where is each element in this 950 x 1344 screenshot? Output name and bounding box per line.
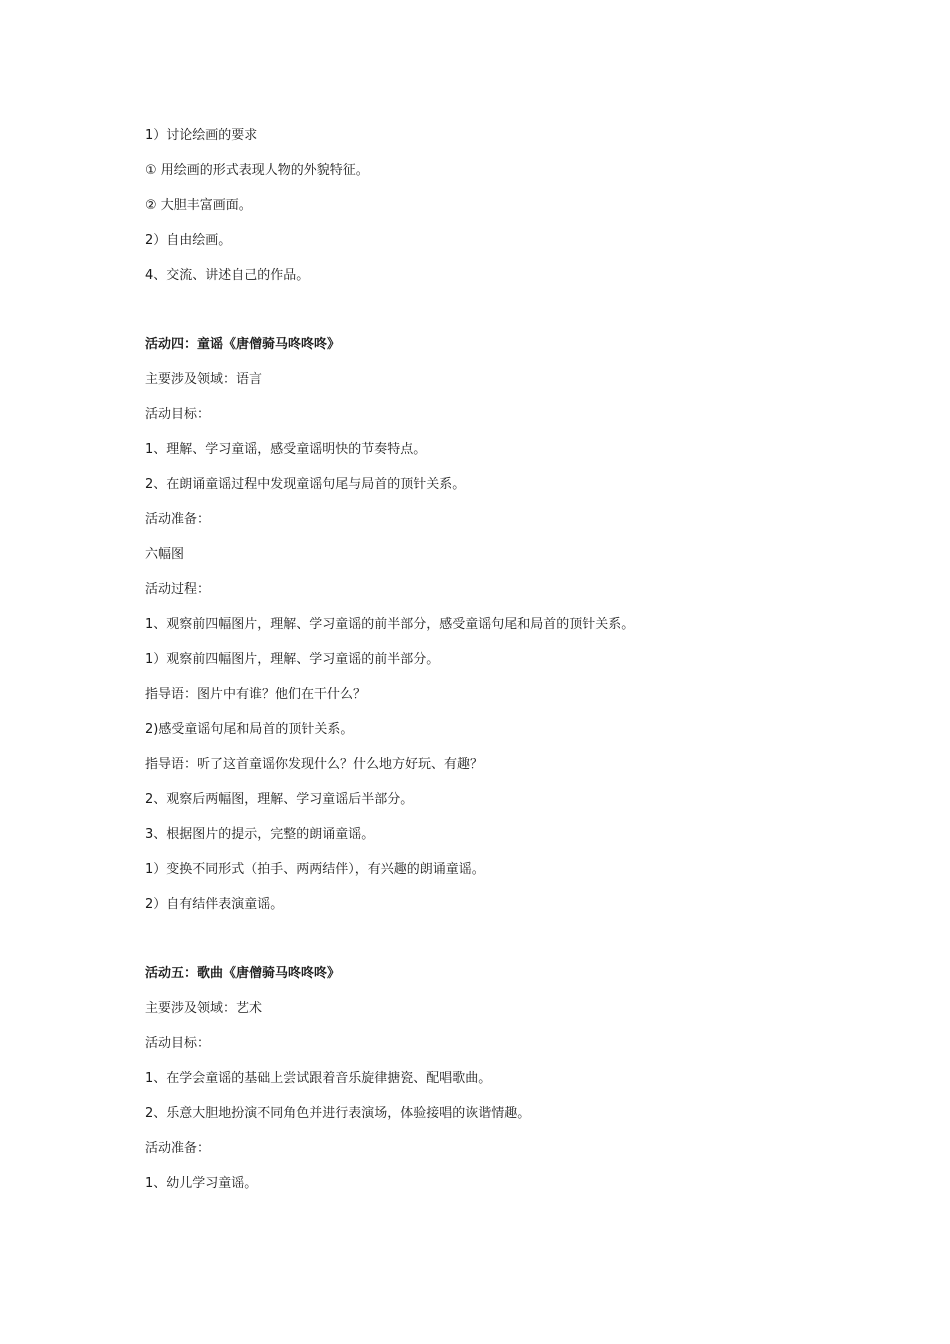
- activity4-line: 活动准备：: [145, 512, 211, 527]
- activity5-line: 主要涉及领域：艺术: [145, 1001, 263, 1016]
- activity4-line: 1、观察前四幅图片，理解、学习童谣的前半部分，感受童谣句尾和局首的顶针关系。: [145, 617, 635, 632]
- activity4-title: 活动四：童谣《唐僧骑马咚咚咚》: [145, 337, 341, 352]
- activity4-line: 1）观察前四幅图片，理解、学习童谣的前半部分。: [145, 652, 440, 667]
- activity5-line: 活动目标：: [145, 1036, 211, 1051]
- section-gap: [145, 930, 845, 964]
- activity5-title: 活动五：歌曲《唐僧骑马咚咚咚》: [145, 966, 341, 981]
- activity4-line: 活动过程：: [145, 582, 211, 597]
- activity5-line: 2、乐意大胆地扮演不同角色并进行表演场，体验接唱的诙谐情趣。: [145, 1106, 531, 1121]
- activity4-line: 指导语：听了这首童谣你发现什么？什么地方好玩、有趣？: [145, 757, 484, 772]
- intro-line-3: ② 大胆丰富画面。: [145, 198, 252, 213]
- activity4-line: 3、根据图片的提示，完整的朗诵童谣。: [145, 827, 375, 842]
- activity4-line: 1、理解、学习童谣，感受童谣明快的节奏特点。: [145, 442, 427, 457]
- activity4-line: 2）自有结伴表演童谣。: [145, 897, 284, 912]
- activity4-line: 指导语：图片中有谁？他们在干什么？: [145, 687, 367, 702]
- activity5-line: 1、幼儿学习童谣。: [145, 1176, 258, 1191]
- activity4-line: 六幅图: [145, 547, 185, 562]
- section-gap: [145, 301, 845, 335]
- activity4-line: 1）变换不同形式（拍手、两两结伴），有兴趣的朗诵童谣。: [145, 862, 485, 877]
- activity4-line: 2)感受童谣句尾和局首的顶针关系。: [145, 722, 354, 737]
- document-page: [145, 126, 845, 1209]
- activity4-line: 活动目标：: [145, 407, 211, 422]
- activity4-line: 2、在朗诵童谣过程中发现童谣句尾与局首的顶针关系。: [145, 477, 466, 492]
- intro-line-1: 1）讨论绘画的要求: [145, 128, 258, 143]
- activity5-line: 1、在学会童谣的基础上尝试跟着音乐旋律搪瓷、配唱歌曲。: [145, 1071, 492, 1086]
- intro-line-5: 4、交流、讲述自己的作品。: [145, 268, 310, 283]
- intro-line-4: 2）自由绘画。: [145, 233, 232, 248]
- activity5-line: 活动准备：: [145, 1141, 211, 1156]
- activity4-line: 主要涉及领域：语言: [145, 372, 263, 387]
- activity4-line: 2、观察后两幅图，理解、学习童谣后半部分。: [145, 792, 414, 807]
- intro-line-2: ① 用绘画的形式表现人物的外貌特征。: [145, 163, 369, 178]
